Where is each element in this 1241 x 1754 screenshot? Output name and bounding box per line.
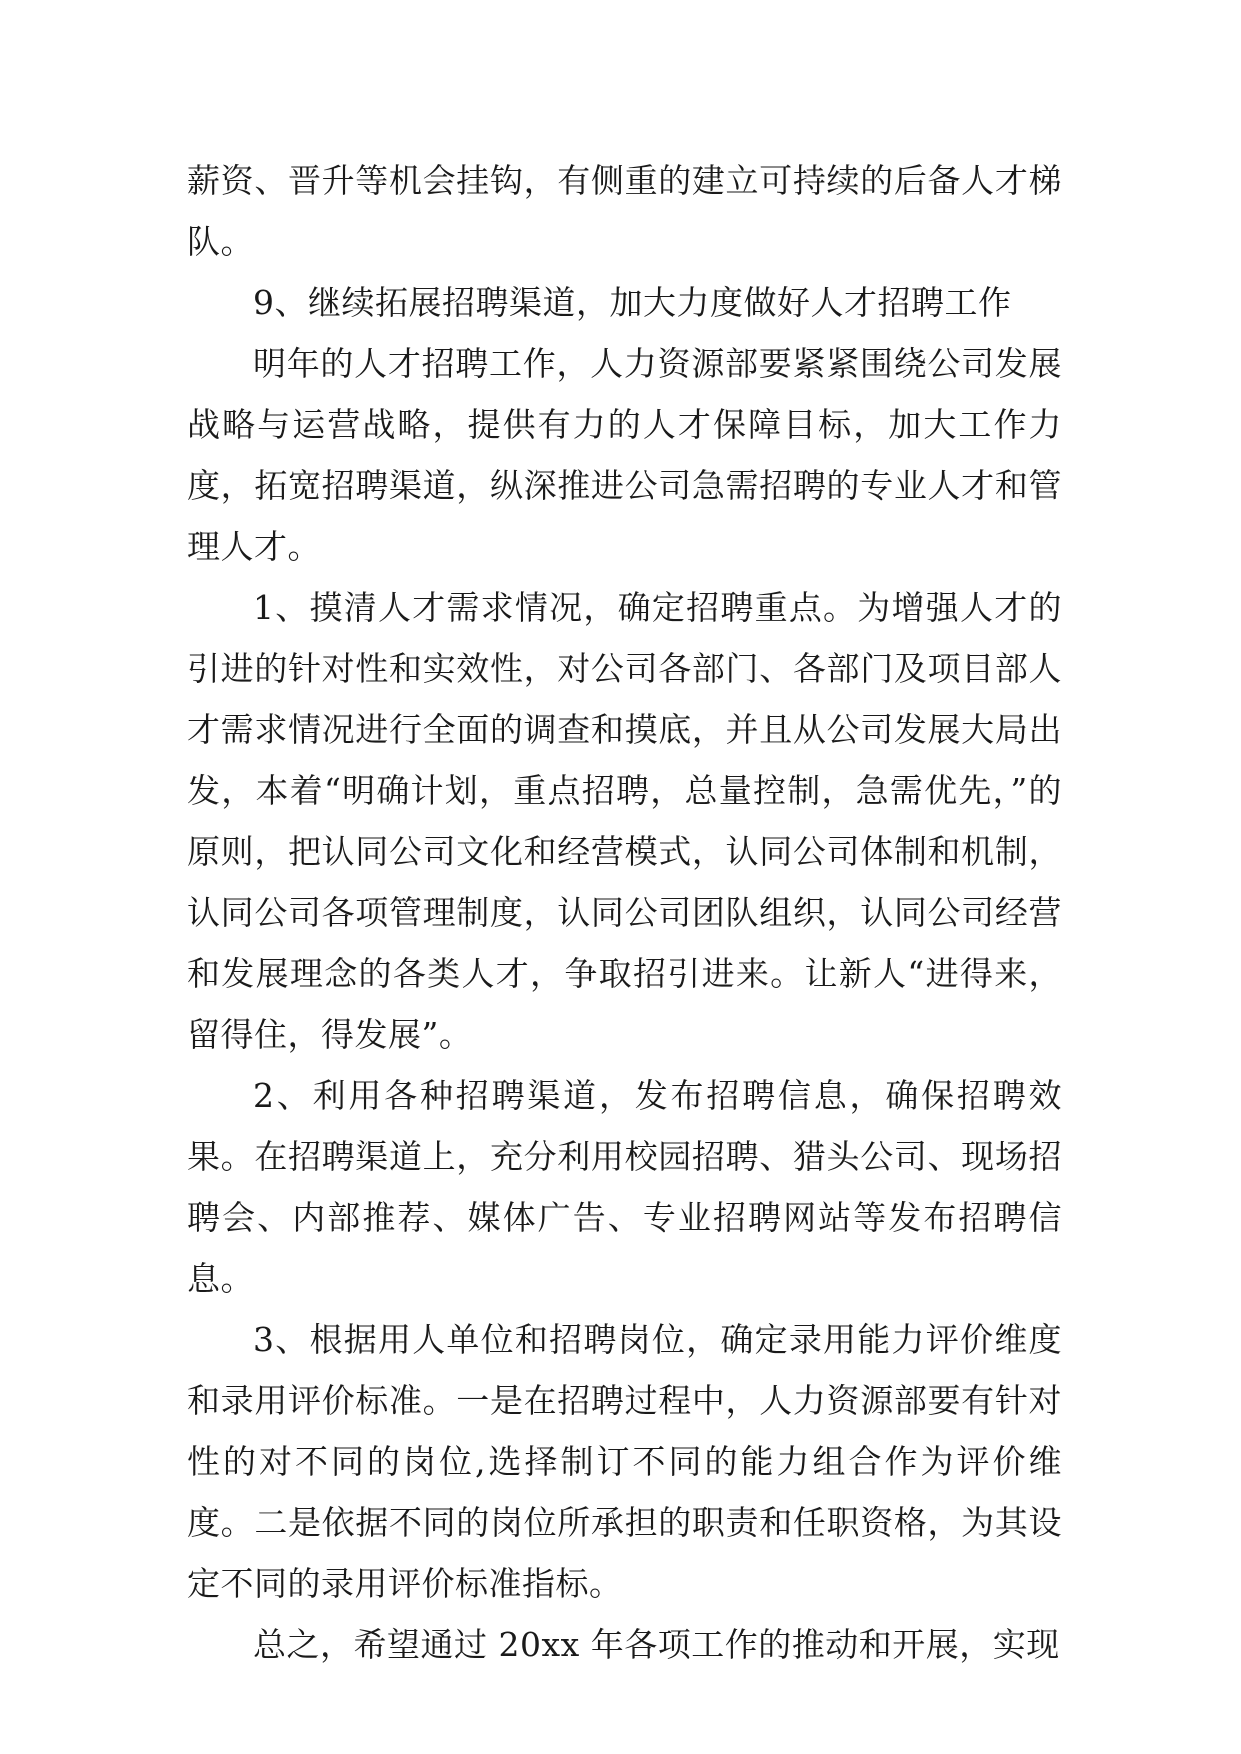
- document-body: [187, 150, 1062, 1675]
- section-heading-recruitment: 9、继续拓展招聘渠道，加大力度做好人才招聘工作: [253, 283, 1012, 322]
- paragraph-recruitment-overview: 明年的人才招聘工作，人力资源部要紧紧围绕公司发展战略与运营战略，提供有力的人才保障目标，加大工作力度，拓宽招聘渠道，纵深推进公司急需招聘的专业人才和管理人才。: [187, 344, 1062, 566]
- paragraph-salary-promotion: 薪资、晋升等机会挂钩，有侧重的建立可持续的后备人才梯队。: [187, 161, 1062, 261]
- paragraph-item-2: 2、利用各种招聘渠道，发布招聘信息，确保招聘效果。在招聘渠道上，充分利用校园招聘、猎头公司、现场招聘会、内部推荐、媒体广告、专业招聘网站等发布招聘信息。: [187, 1076, 1062, 1298]
- paragraph-conclusion: 总之，希望通过 20xx 年各项工作的推动和开展，实现: [253, 1625, 1060, 1664]
- paragraph-item-1: 1、摸清人才需求情况，确定招聘重点。为增强人才的引进的针对性和实效性，对公司各部门、各部门及项目部人才需求情况进行全面的调查和摸底，并且从公司发展大局出发，本着“明确计划，重点招聘，总量控制，急需优先，”的原则，把认同公司文化和经营模式，认同公司体制和机制，认同公司各项管理制度，认同公司团队组织，认同公司经营和发展理念的各类人才，争取招引进来。让新人“进得来，留得住，得发展”。: [187, 588, 1062, 1054]
- paragraph-item-3: 3、根据用人单位和招聘岗位，确定录用能力评价维度和录用评价标准。一是在招聘过程中，人力资源部要有针对性的对不同的岗位,选择制订不同的能力组合作为评价维度。二是依据不同的岗位所承担的职责和任职资格，为其设定不同的录用评价标准指标。: [187, 1320, 1062, 1603]
